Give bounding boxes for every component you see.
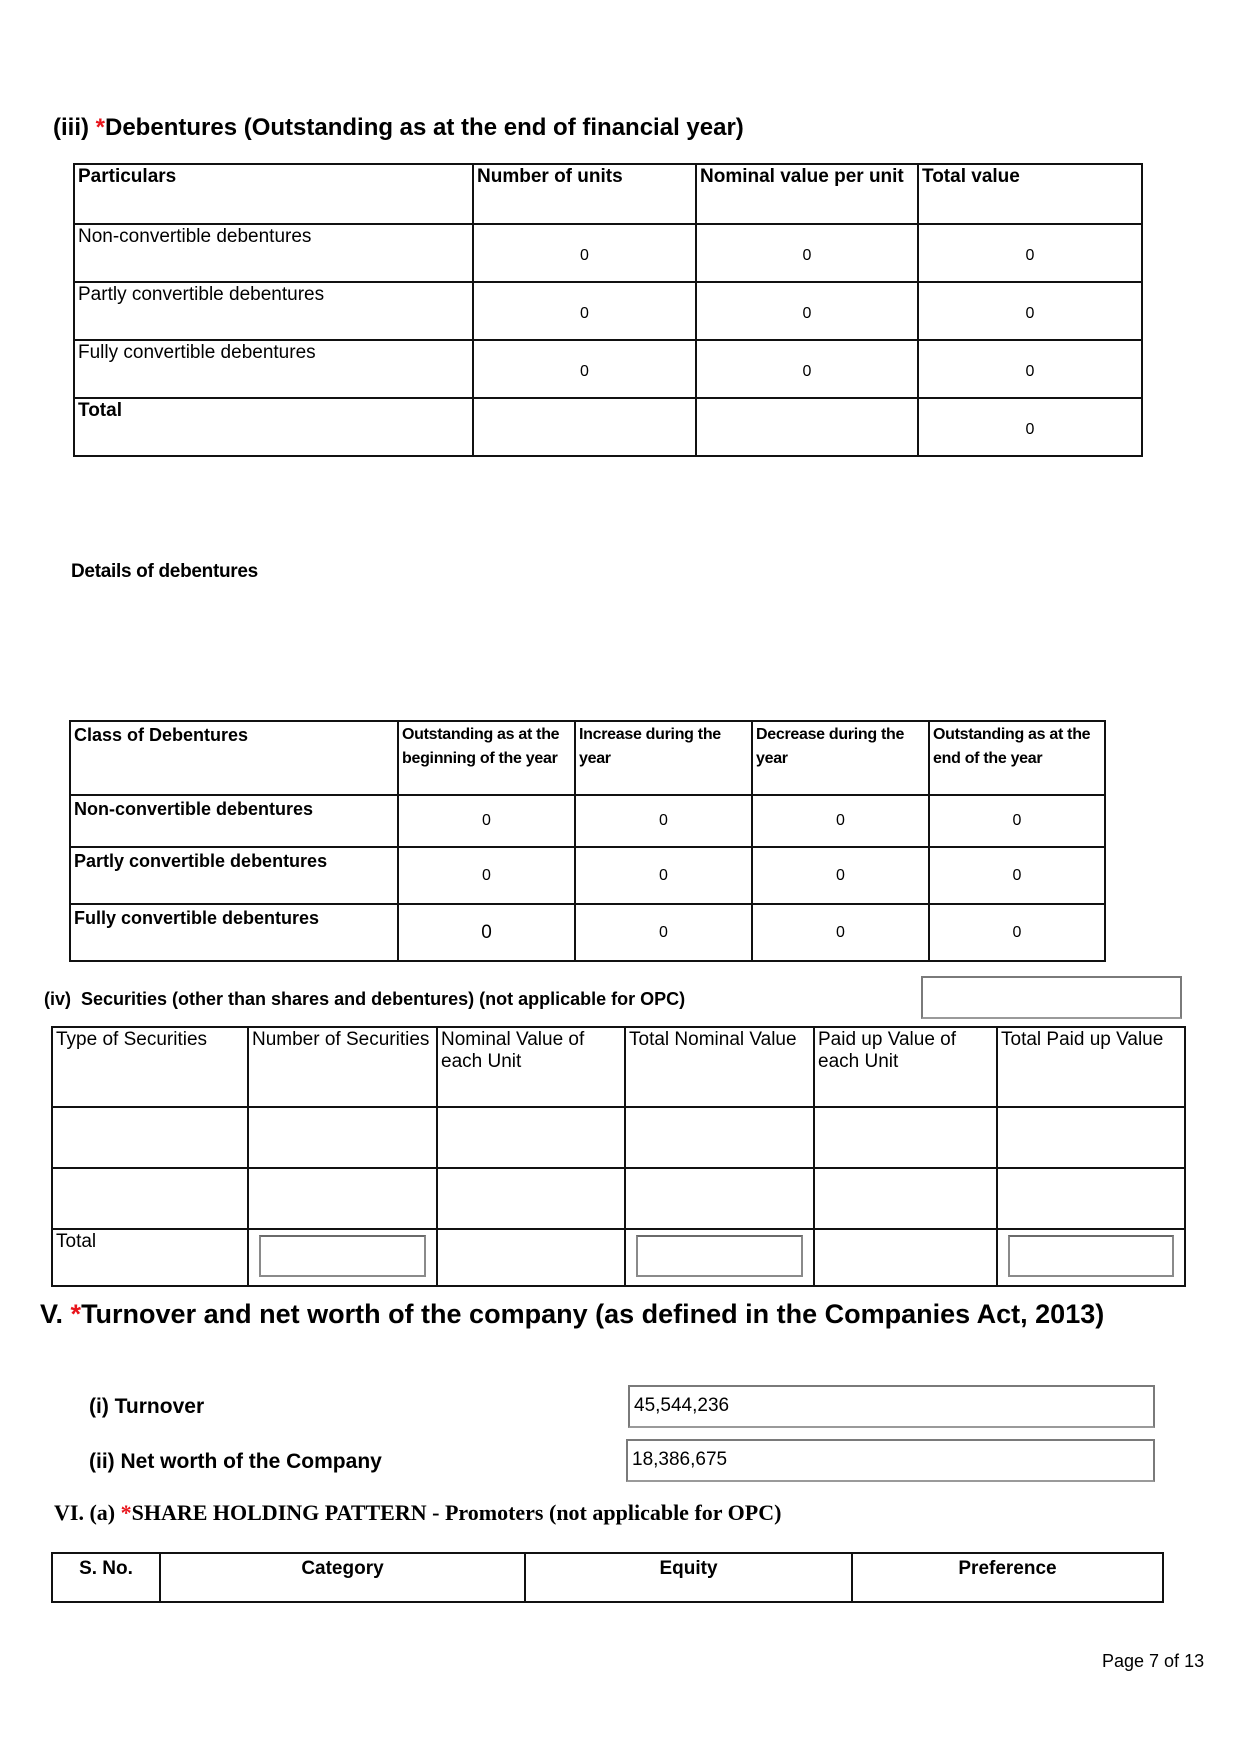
- type-of-securities-field[interactable]: [52, 1107, 248, 1168]
- number-of-units-field[interactable]: 0: [473, 282, 696, 340]
- number-of-units-field[interactable]: 0: [473, 224, 696, 282]
- section-v-heading: Turnover and net worth of the company (as defined in the Companies Act, 2013): [81, 1299, 1105, 1329]
- nominal-value-field[interactable]: 0: [696, 282, 918, 340]
- row-label: Non-convertible debentures: [70, 795, 398, 847]
- total-number-cell: [248, 1229, 437, 1286]
- total-units-cell: [473, 398, 696, 456]
- header-type-of-securities: Type of Securities: [52, 1027, 248, 1107]
- total-nominal-cell: [625, 1229, 814, 1286]
- table-row: [74, 224, 1142, 282]
- row-label: Partly convertible debentures: [70, 847, 398, 904]
- section-vi-heading: SHARE HOLDING PATTERN - Promoters (not applicable for OPC): [131, 1500, 782, 1525]
- total-paid-up-value-field[interactable]: [997, 1168, 1185, 1229]
- net-worth-label: (ii) Net worth of the Company: [89, 1450, 382, 1473]
- total-nominal-cell: [696, 398, 918, 456]
- total-nominal-value-field[interactable]: [625, 1107, 814, 1168]
- header-number-of-securities: Number of Securities: [248, 1027, 437, 1107]
- table-row: [70, 795, 1105, 847]
- table-header-row: [52, 1553, 1163, 1602]
- header-total-paid-up-value: Total Paid up Value: [997, 1027, 1185, 1107]
- total-nominal-value-field[interactable]: [625, 1168, 814, 1229]
- header-nominal-value-each-unit: Nominal Value of each Unit: [437, 1027, 625, 1107]
- total-label: Total: [74, 398, 473, 456]
- total-value-field[interactable]: 0: [918, 340, 1142, 398]
- empty-cell: [437, 1229, 625, 1286]
- debenture-details-table: [69, 720, 1106, 962]
- shareholding-pattern-table: [51, 1552, 1164, 1603]
- header-increase: Increase during the year: [575, 721, 752, 795]
- header-particulars: Particulars: [74, 164, 473, 224]
- total-value-field[interactable]: 0: [918, 282, 1142, 340]
- header-s-no: S. No.: [52, 1553, 160, 1602]
- row-label: Fully convertible debentures: [74, 340, 473, 398]
- details-of-debentures-title: Details of debentures: [71, 561, 258, 582]
- grand-total-value-field[interactable]: 0: [918, 398, 1142, 456]
- outstanding-beginning-field[interactable]: 0: [398, 795, 575, 847]
- total-number-of-securities-field[interactable]: [259, 1235, 426, 1277]
- decrease-field[interactable]: 0: [752, 795, 929, 847]
- header-paid-up-value-each-unit: Paid up Value of each Unit: [814, 1027, 997, 1107]
- total-value-field[interactable]: 0: [918, 224, 1142, 282]
- nominal-value-field[interactable]: 0: [696, 340, 918, 398]
- required-asterisk: *: [95, 114, 105, 141]
- paid-up-value-field[interactable]: [814, 1107, 997, 1168]
- header-total-nominal-value: Total Nominal Value: [625, 1027, 814, 1107]
- section-iii-heading: Debentures (Outstanding as at the end of financial year): [105, 114, 744, 141]
- total-label: Total: [52, 1229, 248, 1286]
- number-of-securities-field[interactable]: [248, 1107, 437, 1168]
- decrease-field[interactable]: 0: [752, 847, 929, 904]
- header-decrease: Decrease during the year: [752, 721, 929, 795]
- section-v-title: [40, 1299, 1104, 1330]
- header-nominal-value-per-unit: Nominal value per unit: [696, 164, 918, 224]
- number-of-units-field[interactable]: 0: [473, 340, 696, 398]
- nominal-value-field[interactable]: [437, 1107, 625, 1168]
- header-total-value: Total value: [918, 164, 1142, 224]
- increase-field[interactable]: 0: [575, 847, 752, 904]
- row-label: Non-convertible debentures: [74, 224, 473, 282]
- outstanding-beginning-field[interactable]: 0: [398, 904, 575, 961]
- header-class-of-debentures: Class of Debentures: [70, 721, 398, 795]
- header-outstanding-beginning: Outstanding as at the beginning of the year: [398, 721, 575, 795]
- securities-table: [51, 1026, 1186, 1287]
- increase-field[interactable]: 0: [575, 904, 752, 961]
- table-header-row: [74, 164, 1142, 224]
- required-asterisk: *: [120, 1500, 132, 1525]
- section-iv-title: (iv) Securities (other than shares and debentures) (not applicable for OPC): [44, 989, 686, 1009]
- securities-count-field[interactable]: [921, 976, 1182, 1019]
- increase-field[interactable]: 0: [575, 795, 752, 847]
- table-row: [74, 282, 1142, 340]
- paid-up-value-field[interactable]: [814, 1168, 997, 1229]
- table-row: [52, 1107, 1185, 1168]
- total-row: [52, 1229, 1185, 1286]
- header-preference: Preference: [852, 1553, 1163, 1602]
- turnover-field[interactable]: 45,544,236: [628, 1385, 1155, 1428]
- total-row: [74, 398, 1142, 456]
- table-header-row: [70, 721, 1105, 795]
- header-equity: Equity: [525, 1553, 852, 1602]
- nominal-value-field[interactable]: [437, 1168, 625, 1229]
- header-number-of-units: Number of units: [473, 164, 696, 224]
- net-worth-field[interactable]: 18,386,675: [626, 1439, 1155, 1482]
- table-row: [74, 340, 1142, 398]
- table-header-row: [52, 1027, 1185, 1107]
- total-paid-up-value-input[interactable]: [1008, 1235, 1174, 1277]
- page-number: Page 7 of 13: [1102, 1651, 1205, 1671]
- row-label: Partly convertible debentures: [74, 282, 473, 340]
- table-row: [70, 847, 1105, 904]
- total-paid-up-value-field[interactable]: [997, 1107, 1185, 1168]
- section-vi-title: [54, 1500, 781, 1526]
- table-row: [52, 1168, 1185, 1229]
- outstanding-end-field[interactable]: 0: [929, 904, 1105, 961]
- decrease-field[interactable]: 0: [752, 904, 929, 961]
- debentures-table: [73, 163, 1143, 457]
- outstanding-end-field[interactable]: 0: [929, 795, 1105, 847]
- total-paid-up-cell: [997, 1229, 1185, 1286]
- section-iii-prefix: (iii): [53, 114, 96, 141]
- table-row: [70, 904, 1105, 961]
- section-v-prefix: V.: [40, 1299, 71, 1329]
- outstanding-beginning-field[interactable]: 0: [398, 847, 575, 904]
- nominal-value-field[interactable]: 0: [696, 224, 918, 282]
- section-vi-prefix: VI. (a): [54, 1500, 121, 1525]
- header-category: Category: [160, 1553, 525, 1602]
- total-nominal-value-input[interactable]: [636, 1235, 803, 1277]
- outstanding-end-field[interactable]: 0: [929, 847, 1105, 904]
- turnover-label: (i) Turnover: [89, 1395, 205, 1418]
- row-label: Fully convertible debentures: [70, 904, 398, 961]
- required-asterisk: *: [70, 1299, 82, 1329]
- header-outstanding-end: Outstanding as at the end of the year: [929, 721, 1105, 795]
- empty-cell: [814, 1229, 997, 1286]
- type-of-securities-field[interactable]: [52, 1168, 248, 1229]
- section-iii-title: [53, 114, 744, 142]
- number-of-securities-field[interactable]: [248, 1168, 437, 1229]
